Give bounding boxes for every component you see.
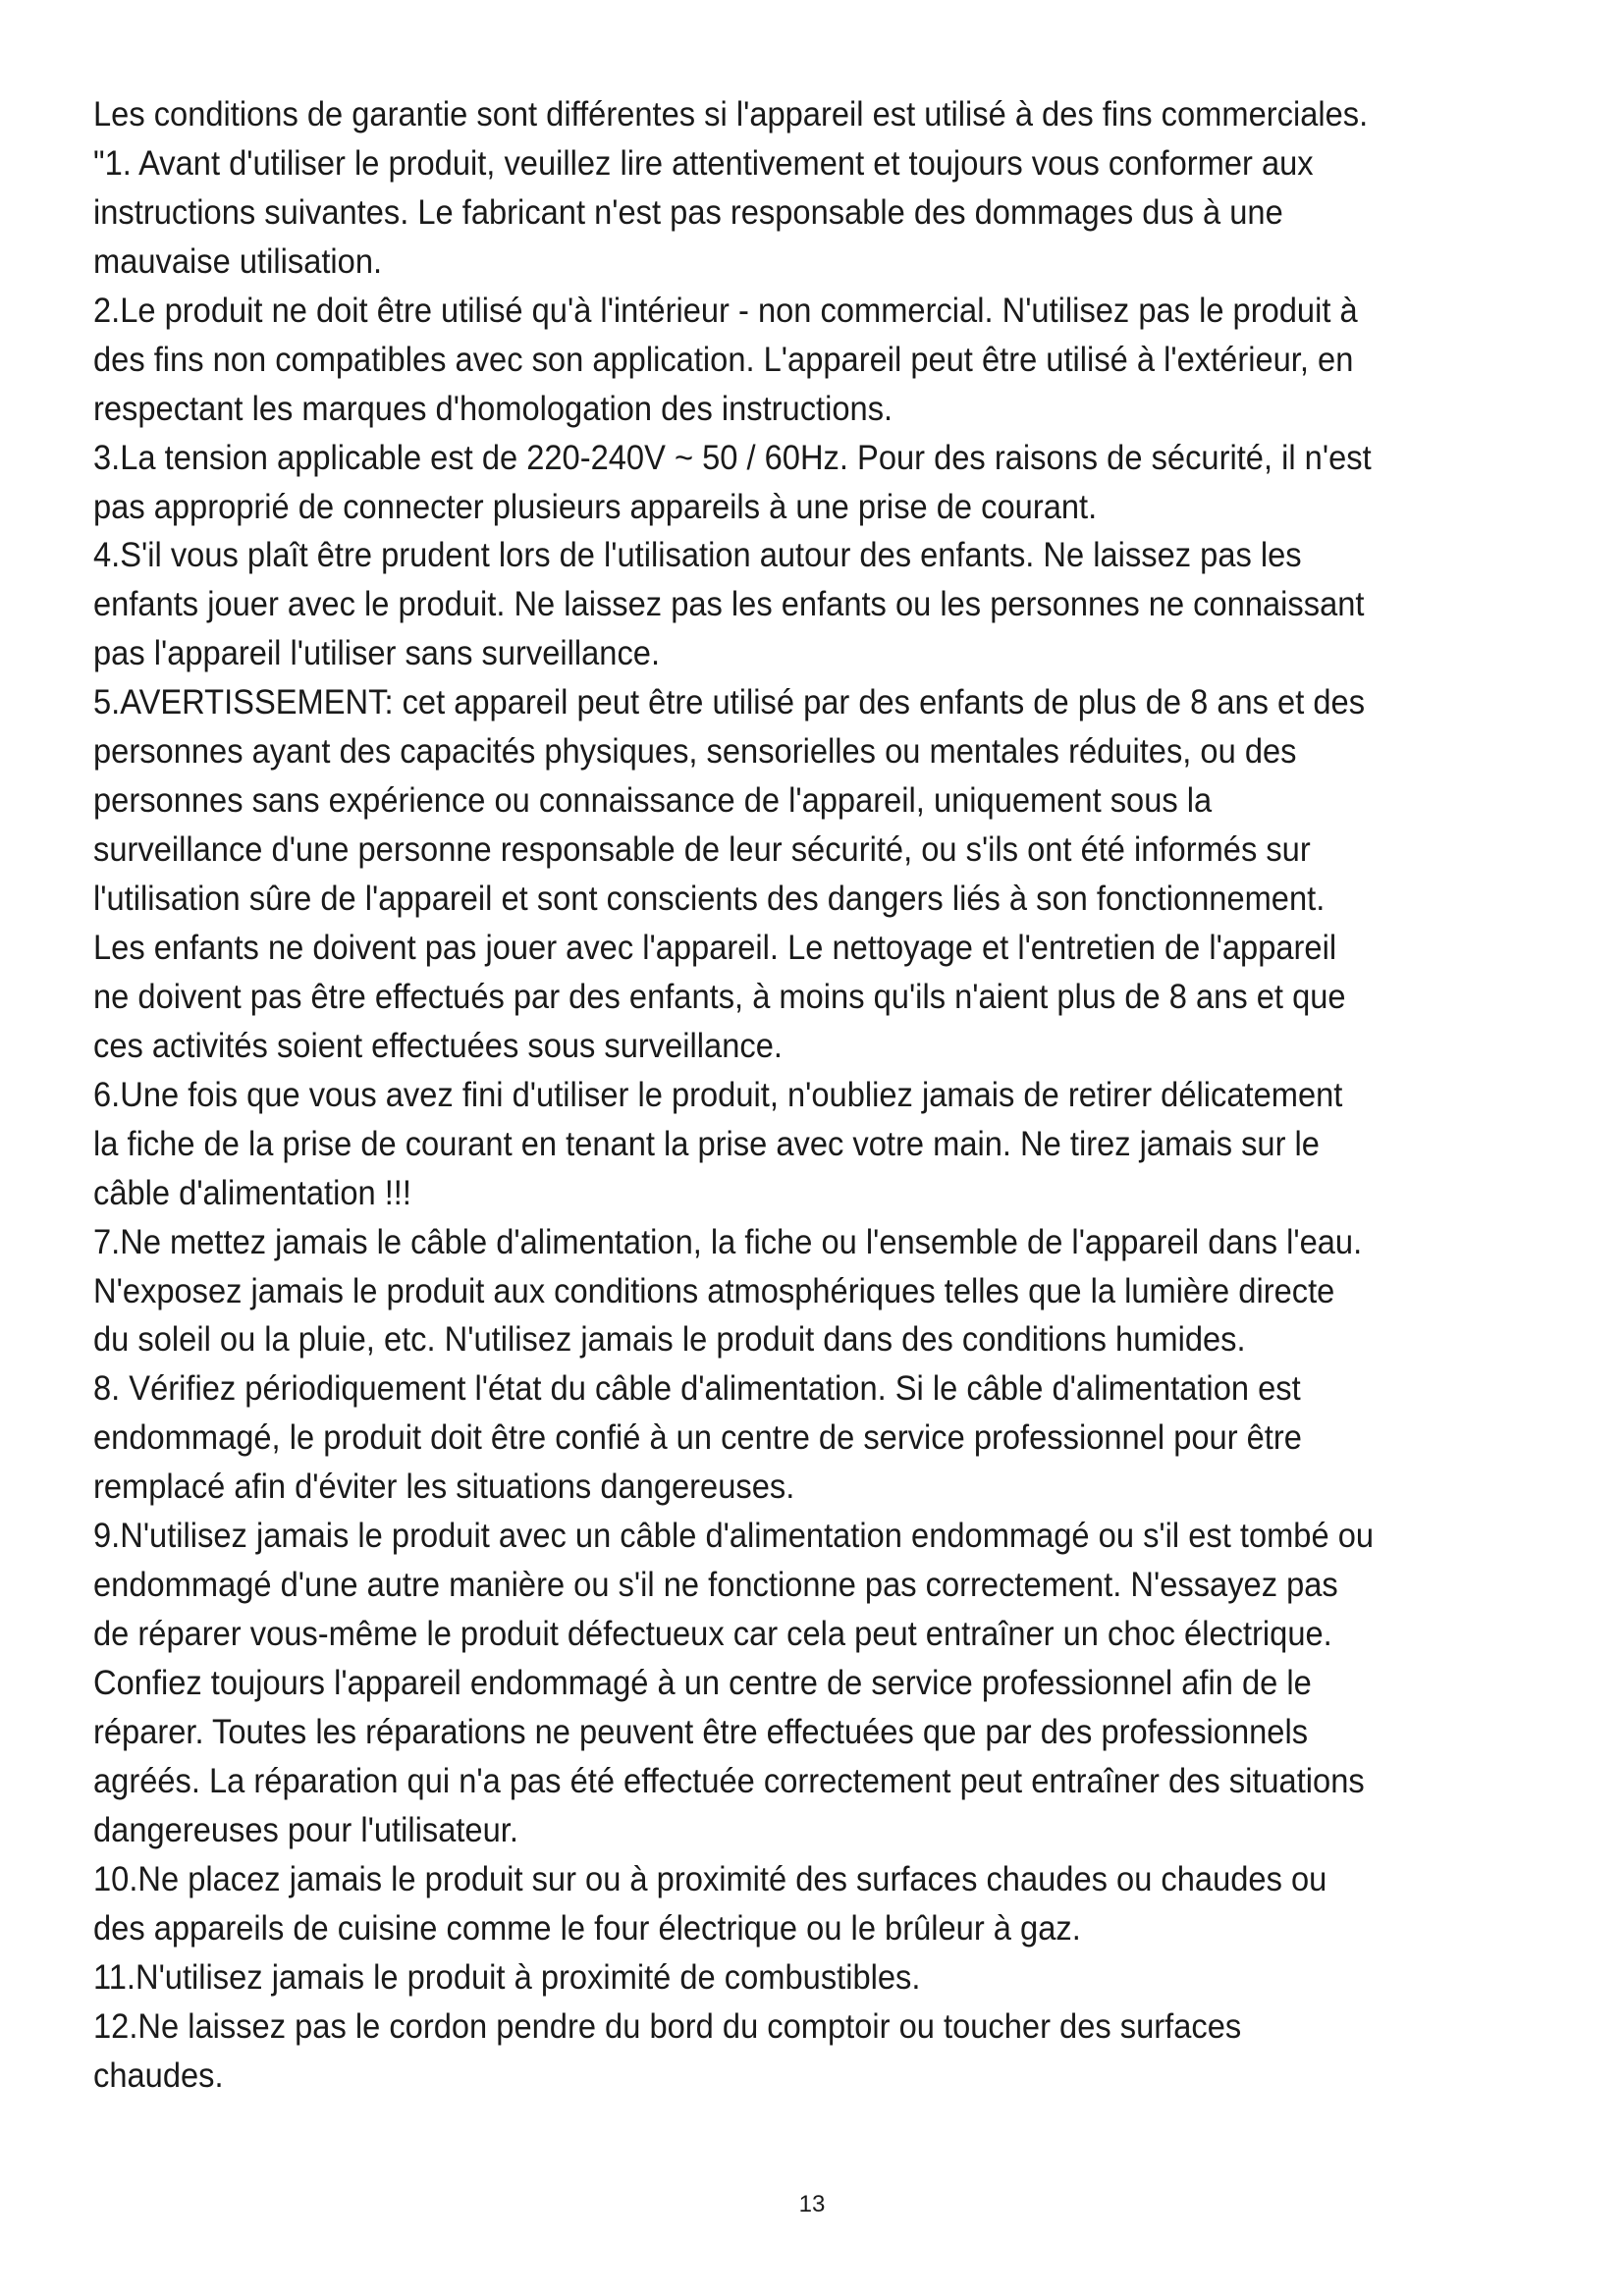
text-line: du soleil ou la pluie, etc. N'utilisez jamais le produit dans des conditions humides. bbox=[93, 1319, 1246, 1360]
text-line: respectant les marques d'homologation des instructions. bbox=[93, 388, 893, 428]
text-line: ces activités soient effectuées sous surveillance. bbox=[93, 1025, 783, 1065]
text-line: pas approprié de connecter plusieurs appareils à une prise de courant. bbox=[93, 486, 1098, 526]
text-line: dangereuses pour l'utilisateur. bbox=[93, 1809, 518, 1849]
text-line: remplacé afin d'éviter les situations dangereuses. bbox=[93, 1467, 795, 1507]
text-line: personnes ayant des capacités physiques, sensorielles ou mentales réduites, ou des bbox=[93, 731, 1297, 772]
text-line: agréés. La réparation qui n'a pas été effectuée correctement peut entraîner des situations bbox=[93, 1760, 1365, 1800]
document-body bbox=[93, 90, 1546, 2100]
text-line: personnes sans expérience ou connaissance de l'appareil, uniquement sous la bbox=[93, 780, 1213, 821]
page-number: 13 bbox=[798, 2191, 826, 2217]
text-line: 8. Vérifiez périodiquement l'état du câble d'alimentation. Si le câble d'alimentation est bbox=[93, 1368, 1301, 1409]
text-line: câble d'alimentation !!! bbox=[93, 1172, 411, 1212]
text-line: chaudes. bbox=[93, 2055, 224, 2095]
text-line: Les enfants ne doivent pas jouer avec l'appareil. Le nettoyage et l'entretien de l'appareil bbox=[93, 927, 1337, 967]
text-line: 12.Ne laissez pas le cordon pendre du bord du comptoir ou toucher des surfaces bbox=[93, 2005, 1242, 2046]
text-line: la fiche de la prise de courant en tenant la prise avec votre main. Ne tirez jamais sur le bbox=[93, 1123, 1320, 1163]
text-line: Les conditions de garantie sont différentes si l'appareil est utilisé à des fins commerciales. bbox=[93, 94, 1369, 133]
text-line: endommagé d'une autre manière ou s'il ne fonctionne pas correctement. N'essayez pas bbox=[93, 1565, 1338, 1605]
text-line: des fins non compatibles avec son application. L'appareil peut être utilisé à l'extérieur, en bbox=[93, 339, 1354, 379]
text-line: 2.Le produit ne doit être utilisé qu'à l'intérieur - non commercial. N'utilisez pas le produit à bbox=[93, 290, 1358, 330]
text-line: Confiez toujours l'appareil endommagé à un centre de service professionnel afin de le bbox=[93, 1663, 1312, 1702]
text-line: surveillance d'une personne responsable de leur sécurité, ou s'ils ont été informés sur bbox=[93, 829, 1311, 870]
text-line: 9.N'utilisez jamais le produit avec un câble d'alimentation endommagé ou s'il est tombé ou bbox=[93, 1516, 1375, 1556]
text-line: réparer. Toutes les réparations ne peuvent être effectuées que par des professionnels bbox=[93, 1711, 1309, 1751]
text-line: 7.Ne mettez jamais le câble d'alimentation, la fiche ou l'ensemble de l'appareil dans l'eau. bbox=[93, 1221, 1363, 1261]
text-line: instructions suivantes. Le fabricant n'est pas responsable des dommages dus à une bbox=[93, 191, 1283, 232]
text-line: l'utilisation sûre de l'appareil et sont conscients des dangers liés à son fonctionnement. bbox=[93, 879, 1326, 918]
text-line: ne doivent pas être effectués par des enfants, à moins qu'ils n'aient plus de 8 ans et que bbox=[93, 976, 1346, 1016]
text-line: enfants jouer avec le produit. Ne laissez pas les enfants ou les personnes ne connaissant bbox=[93, 584, 1365, 624]
text-line: 6.Une fois que vous avez fini d'utiliser le produit, n'oubliez jamais de retirer délicatement bbox=[93, 1074, 1343, 1114]
text-line: des appareils de cuisine comme le four électrique ou le brûleur à gaz. bbox=[93, 1907, 1081, 1948]
text-line: 5.AVERTISSEMENT: cet appareil peut être utilisé par des enfants de plus de 8 ans et des bbox=[93, 682, 1366, 722]
text-line: 3.La tension applicable est de 220-240V ~ 50 / 60Hz. Pour des raisons de sécurité, il n'est bbox=[93, 437, 1372, 477]
text-line: 4.S'il vous plaît être prudent lors de l'utilisation autour des enfants. Ne laissez pas les bbox=[93, 535, 1302, 575]
text-line: 11.N'utilisez jamais le produit à proximité de combustibles. bbox=[93, 1956, 921, 1997]
text-line: mauvaise utilisation. bbox=[93, 240, 383, 281]
text-line: endommagé, le produit doit être confié à un centre de service professionnel pour être bbox=[93, 1417, 1302, 1458]
text-line: de réparer vous-même le produit défectueux car cela peut entraîner un choc électrique. bbox=[93, 1614, 1332, 1654]
text-line: "1. Avant d'utiliser le produit, veuillez lire attentivement et toujours vous conformer aux bbox=[93, 142, 1314, 183]
text-line: pas l'appareil l'utiliser sans surveillance. bbox=[93, 633, 661, 673]
text-line: 10.Ne placez jamais le produit sur ou à proximité des surfaces chaudes ou chaudes ou bbox=[93, 1858, 1327, 1898]
text-line: N'exposez jamais le produit aux conditions atmosphériques telles que la lumière directe bbox=[93, 1270, 1335, 1310]
